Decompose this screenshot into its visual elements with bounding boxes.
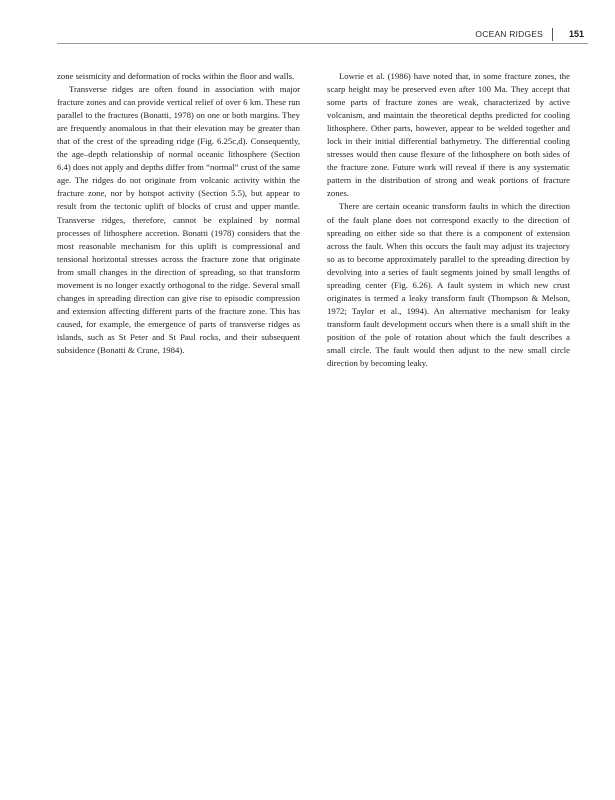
page-number: 151 bbox=[568, 29, 584, 39]
running-header bbox=[57, 28, 588, 42]
header-separator bbox=[552, 28, 553, 41]
paragraph: Lowrie et al. (1986) have noted that, in some fracture zones, the scarp height may be preserved even after 100 Ma. They accept that some parts of fracture zones are weak, characterized by active volcanism, and maintain the theoretical depths predicted for cooling lithosphere. Other parts, however, appear to be welded together and lock in their initial differential bathymetry. The differential cooling stresses would then cause flexure of the lithosphere on both sides of the fracture zone. Future work will reveal if there is any systematic pattern in the distribution of strong and weak portions of fracture zones. bbox=[327, 71, 570, 199]
right-column bbox=[327, 70, 570, 370]
left-column bbox=[57, 70, 300, 357]
paragraph: There are certain oceanic transform faults in which the direction of the fault plane does not correspond exactly to the direction of spreading on either side so that there is a component of extension across the fault. When this occurs the fault may adjust its trajectory so as to become approximately parallel to the spreading direction by devolving into a series of fault segments joined by small lengths of spreading center (Fig. 6.26). A fault system in which new crust originates is termed a leaky transform fault (Thompson & Melson, 1972; Taylor et al., 1994). An alternative mechanism for leaky transform fault development occurs when there is a small shift in the position of the pole of rotation about which the fault describes a small circle. The fault would then adjust to the new small circle direction by becoming leaky. bbox=[327, 201, 570, 369]
header-rule bbox=[57, 43, 588, 44]
paragraph: Transverse ridges are often found in association with major fracture zones and can provide vertical relief of over 6 km. These run parallel to the fractures (Bonatti, 1978) on one or both margins. They are frequently anomalous in that their elevation may be greater than that of the crest of the spreading ridge (Fig. 6.25c,d). Consequently, the age–depth relationship of normal oceanic lithosphere (Section 6.4) does not apply and depths differ from “normal” crust of the same age. The ridges do not originate from volcanic activity within the fracture zone, nor by hotspot activity (Section 5.5), but appear to result from the tectonic uplift of blocks of crust and upper mantle. Transverse ridges, therefore, cannot be explained by normal processes of lithosphere accretion. Bonatti (1978) considers that the most reasonable mechanism for this uplift is compressional and tensional horizontal stresses across the fracture zone that originate from small changes in the direction of spreading, so that transform movement is no longer exactly orthogonal to the ridge. Several small changes in spreading direction can give rise to episodic compression and extension affecting different parts of the fracture zone. This has caused, for example, the emergence of parts of transverse ridges as islands, such as St Peter and St Paul rocks, and their subsequent subsidence (Bonatti & Crane, 1984). bbox=[57, 84, 300, 355]
paragraph: zone seismicity and deformation of rocks within the floor and walls. bbox=[57, 71, 295, 81]
running-title: OCEAN RIDGES bbox=[475, 29, 543, 39]
